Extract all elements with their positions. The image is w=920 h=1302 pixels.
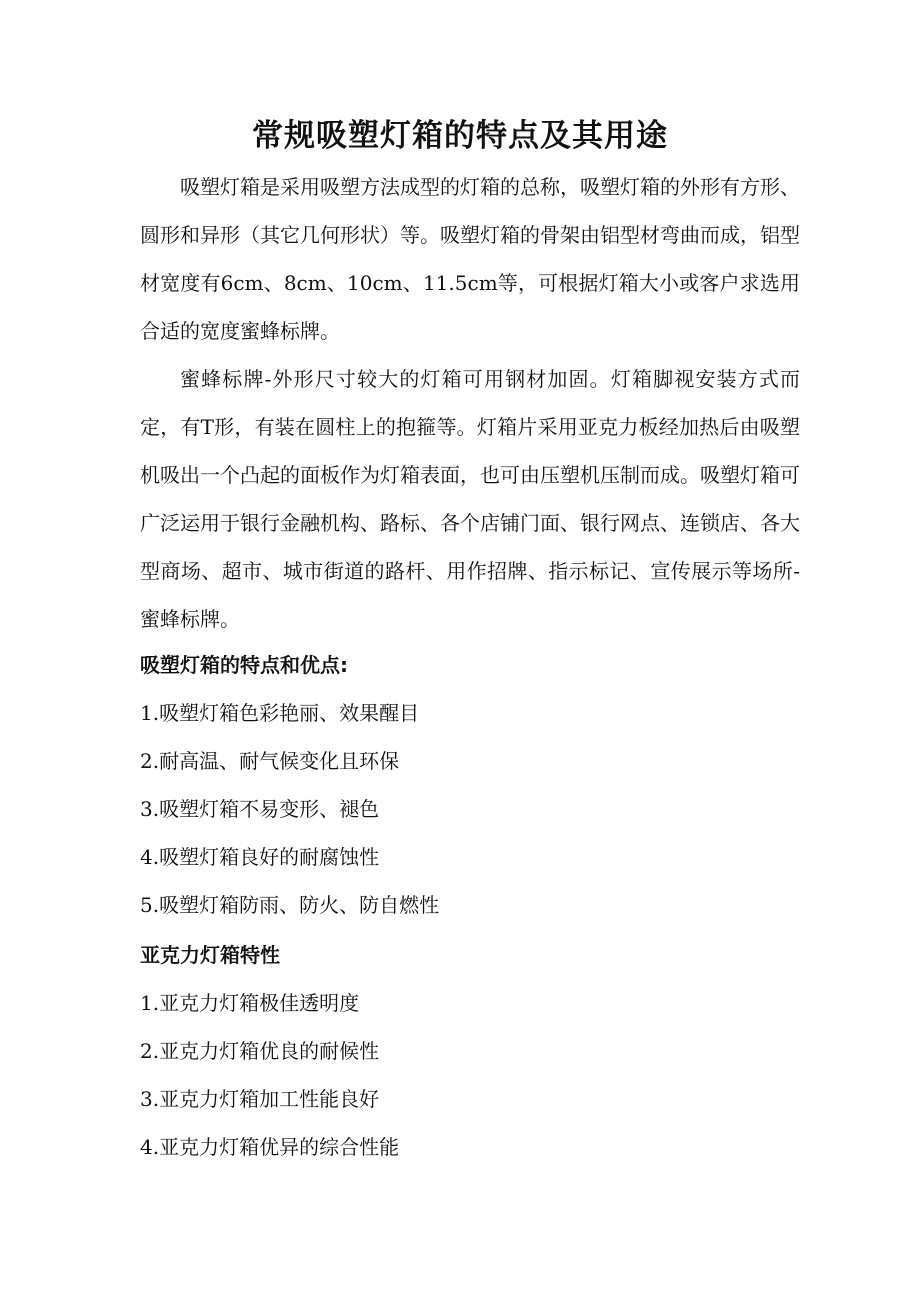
list-item: 2.耐高温、耐气候变化且环保 bbox=[140, 749, 400, 773]
page-title: 常规吸塑灯箱的特点及其用途 bbox=[252, 118, 668, 154]
list-item: 4.吸塑灯箱良好的耐腐蚀性 bbox=[140, 845, 380, 869]
list-item: 5.吸塑灯箱防雨、防火、防自燃性 bbox=[140, 893, 440, 917]
intro-paragraph: 吸塑灯箱是采用吸塑方法成型的灯箱的总称，吸塑灯箱的外形有方形、圆形和异形（其它几何形状）等。吸塑灯箱的骨架由铝型材弯曲而成，铝型材宽度有6cm、8cm、10cm、11.5cm等，可根据灯箱大小或客户求选用合适的宽度蜜蜂标牌。 bbox=[140, 175, 800, 343]
list-item: 1.亚克力灯箱极佳透明度 bbox=[140, 991, 360, 1015]
list-item: 1.吸塑灯箱色彩艳丽、效果醒目 bbox=[140, 701, 420, 725]
list-item: 3.亚克力灯箱加工性能良好 bbox=[140, 1087, 380, 1111]
acrylic-list bbox=[140, 979, 399, 1171]
features-list bbox=[140, 689, 439, 929]
section-heading-features: 吸塑灯箱的特点和优点: bbox=[140, 653, 348, 677]
section-heading-acrylic: 亚克力灯箱特性 bbox=[140, 943, 280, 967]
usage-paragraph: 蜜蜂标牌-外形尺寸较大的灯箱可用钢材加固。灯箱脚视安装方式而定，有T形，有装在圆柱上的抱箍等。灯箱片采用亚克力板经加热后由吸塑机吸出一个凸起的面板作为灯箱表面，也可由压塑机压制而成。吸塑灯箱可广泛运用于银行金融机构、路标、各个店铺门面、银行网点、连锁店、各大型商场、超市、城市街道的路杆、用作招牌、指示标记、宣传展示等场所-蜜蜂标牌。 bbox=[140, 367, 800, 631]
list-item: 3.吸塑灯箱不易变形、褪色 bbox=[140, 797, 380, 821]
list-item: 4.亚克力灯箱优异的综合性能 bbox=[140, 1135, 400, 1159]
list-item: 2.亚克力灯箱优良的耐候性 bbox=[140, 1039, 380, 1063]
